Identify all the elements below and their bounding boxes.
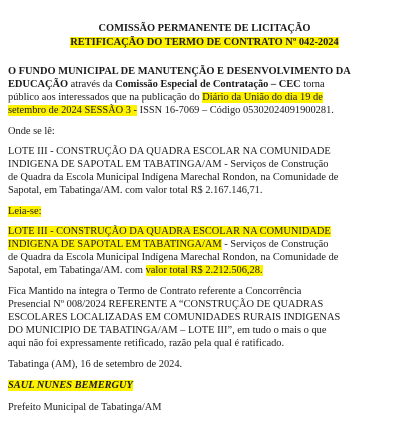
intro-line-3 [8,92,323,104]
onde-line-2: INDIGENA DE SAPOTAL EM TABATINGA/AM - Serviços de Construção [8,159,329,170]
leia-se-highlight: Leia-se: [8,206,42,217]
document-subtitle [0,37,409,49]
intro-line-4 [8,105,334,117]
onde-line-1: LOTE III - CONSTRUÇÃO DA QUADRA ESCOLAR NA COMUNIDADE [8,146,331,157]
valor-total-highlight: valor total R$ 2.212.506,28. [145,265,263,276]
diario-highlight: Diário da União do dia 19 de [202,92,323,103]
intro-line-2 [8,79,325,91]
closing-line-2: Presencial Nº 008/2024 REFERENTE A “CONSTRUÇÃO DE QUADRAS [8,299,324,310]
intro-text: público aos interessados que na publicação do [8,92,203,103]
leia-lote-highlight: LOTE III - CONSTRUÇÃO DA QUADRA ESCOLAR NA COMUNIDADE [8,226,331,237]
leia-line-2 [8,239,328,251]
leia-indigena-highlight: INDIGENA DE SAPOTAL EM TABATINGA/AM [8,239,222,250]
onde-line-4: Sapotal, em Tabatinga/AM. com valor total R$ 2.167.146,71. [8,185,263,196]
leia-text: - Serviços de Construção [221,239,329,250]
session-highlight: setembro de 2024 SESSÃO 3 - [8,105,138,116]
signature-highlight: SAUL NUNES BEMERGUY [8,380,133,391]
subtitle-highlight: RETIFICAÇÃO DO TERMO DE CONTRATO Nº 042-2024 [70,37,339,48]
intro-text: ISSN 16-7069 – Código 05302024091900281. [137,105,334,116]
intro-line-1: O FUNDO MUNICIPAL DE MANUTENÇÃO E DESENVOLVIMENTO DA [8,66,351,77]
onde-line-3: de Quadra da Escola Municipal Indígena Marechal Rondon, na Comunidade de [8,172,339,183]
closing-line-5: aqui não foi expressamente retificado, razão pela qual é ratificado. [8,338,285,349]
place-date: Tabatinga (AM), 16 de setembro de 2024. [8,359,183,370]
intro-text: através da [68,79,116,90]
closing-line-1: Fica Mantido na íntegra o Termo de Contrato referente a Concorrência [8,286,302,297]
closing-line-3: ESCOLARES LOCALIZADAS EM COMUNIDADES RURAIS INDIGENAS [8,312,341,323]
leia-se-label [8,206,41,218]
leia-line-4 [8,265,263,277]
intro-text: torna [300,79,325,90]
leia-line-3: de Quadra da Escola Municipal Indígena Marechal Rondon, na Comunidade de [8,252,339,263]
intro-entity: EDUCAÇÃO [8,79,69,90]
signature-role: Prefeito Municipal de Tabatinga/AM [8,402,162,413]
intro-commission: Comissão Especial de Contratação – CEC [115,79,301,90]
leia-text: Sapotal, em Tabatinga/AM. com [8,265,146,276]
title-text: COMISSÃO PERMANENTE DE LICITAÇÃO [98,23,311,34]
onde-se-le-label: Onde se lê: [8,126,55,137]
closing-line-4: DO MUNICIPIO DE TABATINGA/AM – LOTE III”, em tudo o mais o que [8,325,327,336]
leia-line-1 [8,226,331,238]
document-title [0,23,409,35]
signature-name [8,380,133,392]
